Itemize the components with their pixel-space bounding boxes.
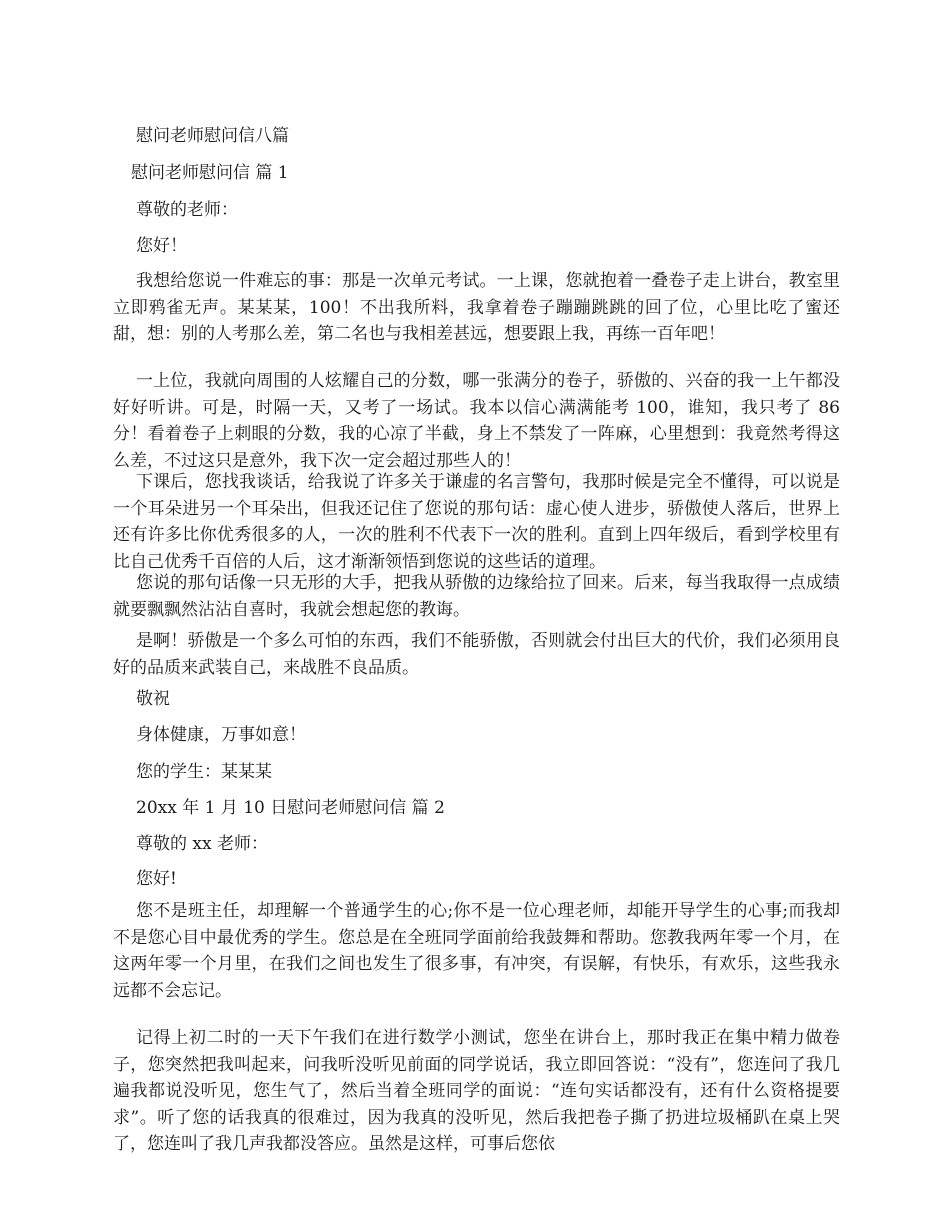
letter-1-paragraph: 您说的那句话像一只无形的大手，把我从骄傲的边缘给拉了回来。后来，每当我取得一点成绩就要飘飘然沾沾自喜时，我就会想起您的教诲。 (113, 573, 840, 620)
letter-1-paragraph: 我想给您说一件难忘的事：那是一次单元考试。一上课，您就抱着一叠卷子走上讲台，教室里立即鸦雀无声。某某某，100！不出我所料，我拿着卷子蹦蹦跳跳的回了位，心里比吃了蜜还甜，想：别的人考那么差，第二名也与我相差甚远，想要跟上我，再练一百年吧！ (113, 271, 840, 344)
letter-1-closing: 敬祝 (136, 689, 170, 709)
letter-1-wish: 身体健康，万事如意！ (136, 725, 306, 745)
letter-1-greeting: 您好！ (136, 236, 187, 256)
letter-1-heading: 慰问老师慰问信 篇 1 (131, 163, 289, 183)
letter-1-paragraph: 一上位，我就向周围的人炫耀自己的分数，哪一张满分的卷子，骄傲的、兴奋的我一上午都没好好听讲。可是，时隔一天，又考了一场试。我本以信心满满能考 100，谁知，我只考了 86 分！看着卷子上刺眼的分数，我的心凉了半截，身上不禁发了一阵麻，心里想到：我竟然考得这么差，不过这只是意外，我下次一定会超过那些人的！ (113, 371, 840, 471)
letter-1-salutation: 尊敬的老师： (136, 200, 238, 220)
letter-1-paragraph: 是啊！骄傲是一个多么可怕的东西，我们不能骄傲，否则就会付出巨大的代价，我们必须用良好的品质来武装自己，来战胜不良品质。 (113, 631, 840, 678)
letter-2-paragraph: 您不是班主任，却理解一个普通学生的心;你不是一位心理老师，却能开导学生的心事;而我却不是您心目中最优秀的学生。您总是在全班同学面前给我鼓舞和帮助。您教我两年零一个月，在这两年零一个月里，在我们之间也发生了很多事，有冲突，有误解，有快乐，有欢乐，这些我永远都不会忘记。 (113, 901, 840, 1001)
letter-1-paragraph: 下课后，您找我谈话，给我说了许多关于谦虚的名言警句，我那时候是完全不懂得，可以说是一个耳朵进另一个耳朵出，但我还记住了您说的那句话：虚心使人进步，骄傲使人落后，世界上还有许多比你优秀很多的人，一次的胜利不代表下一次的胜利。直到上四年级后，看到学校里有比自己优秀千百倍的人后，这才渐渐领悟到您说的这些话的道理。 (113, 472, 840, 572)
letter-2-paragraph: 记得上初二时的一天下午我们在进行数学小测试，您坐在讲台上，那时我正在集中精力做卷子，您突然把我叫起来，问我听没听见前面的同学说话，我立即回答说：“没有”，您连问了我几遍我都说没听见，您生气了，然后当着全班同学的面说：“连句实话都没有，还有什么资格提要求”。听了您的话我真的很难过，因为我真的没听见，然后我把卷子撕了扔进垃圾桶趴在桌上哭了，您连叫了我几声我都没答应。虽然是这样，可事后您依 (113, 1028, 840, 1154)
letter-2-heading: 20xx 年 1 月 10 日慰问老师慰问信 篇 2 (136, 798, 445, 818)
letter-1-signature: 您的学生：某某某 (136, 762, 272, 782)
letter-2-salutation: 尊敬的 xx 老师： (136, 834, 268, 854)
document-title: 慰问老师慰问信八篇 (136, 126, 289, 146)
letter-2-greeting: 您好! (136, 869, 177, 889)
